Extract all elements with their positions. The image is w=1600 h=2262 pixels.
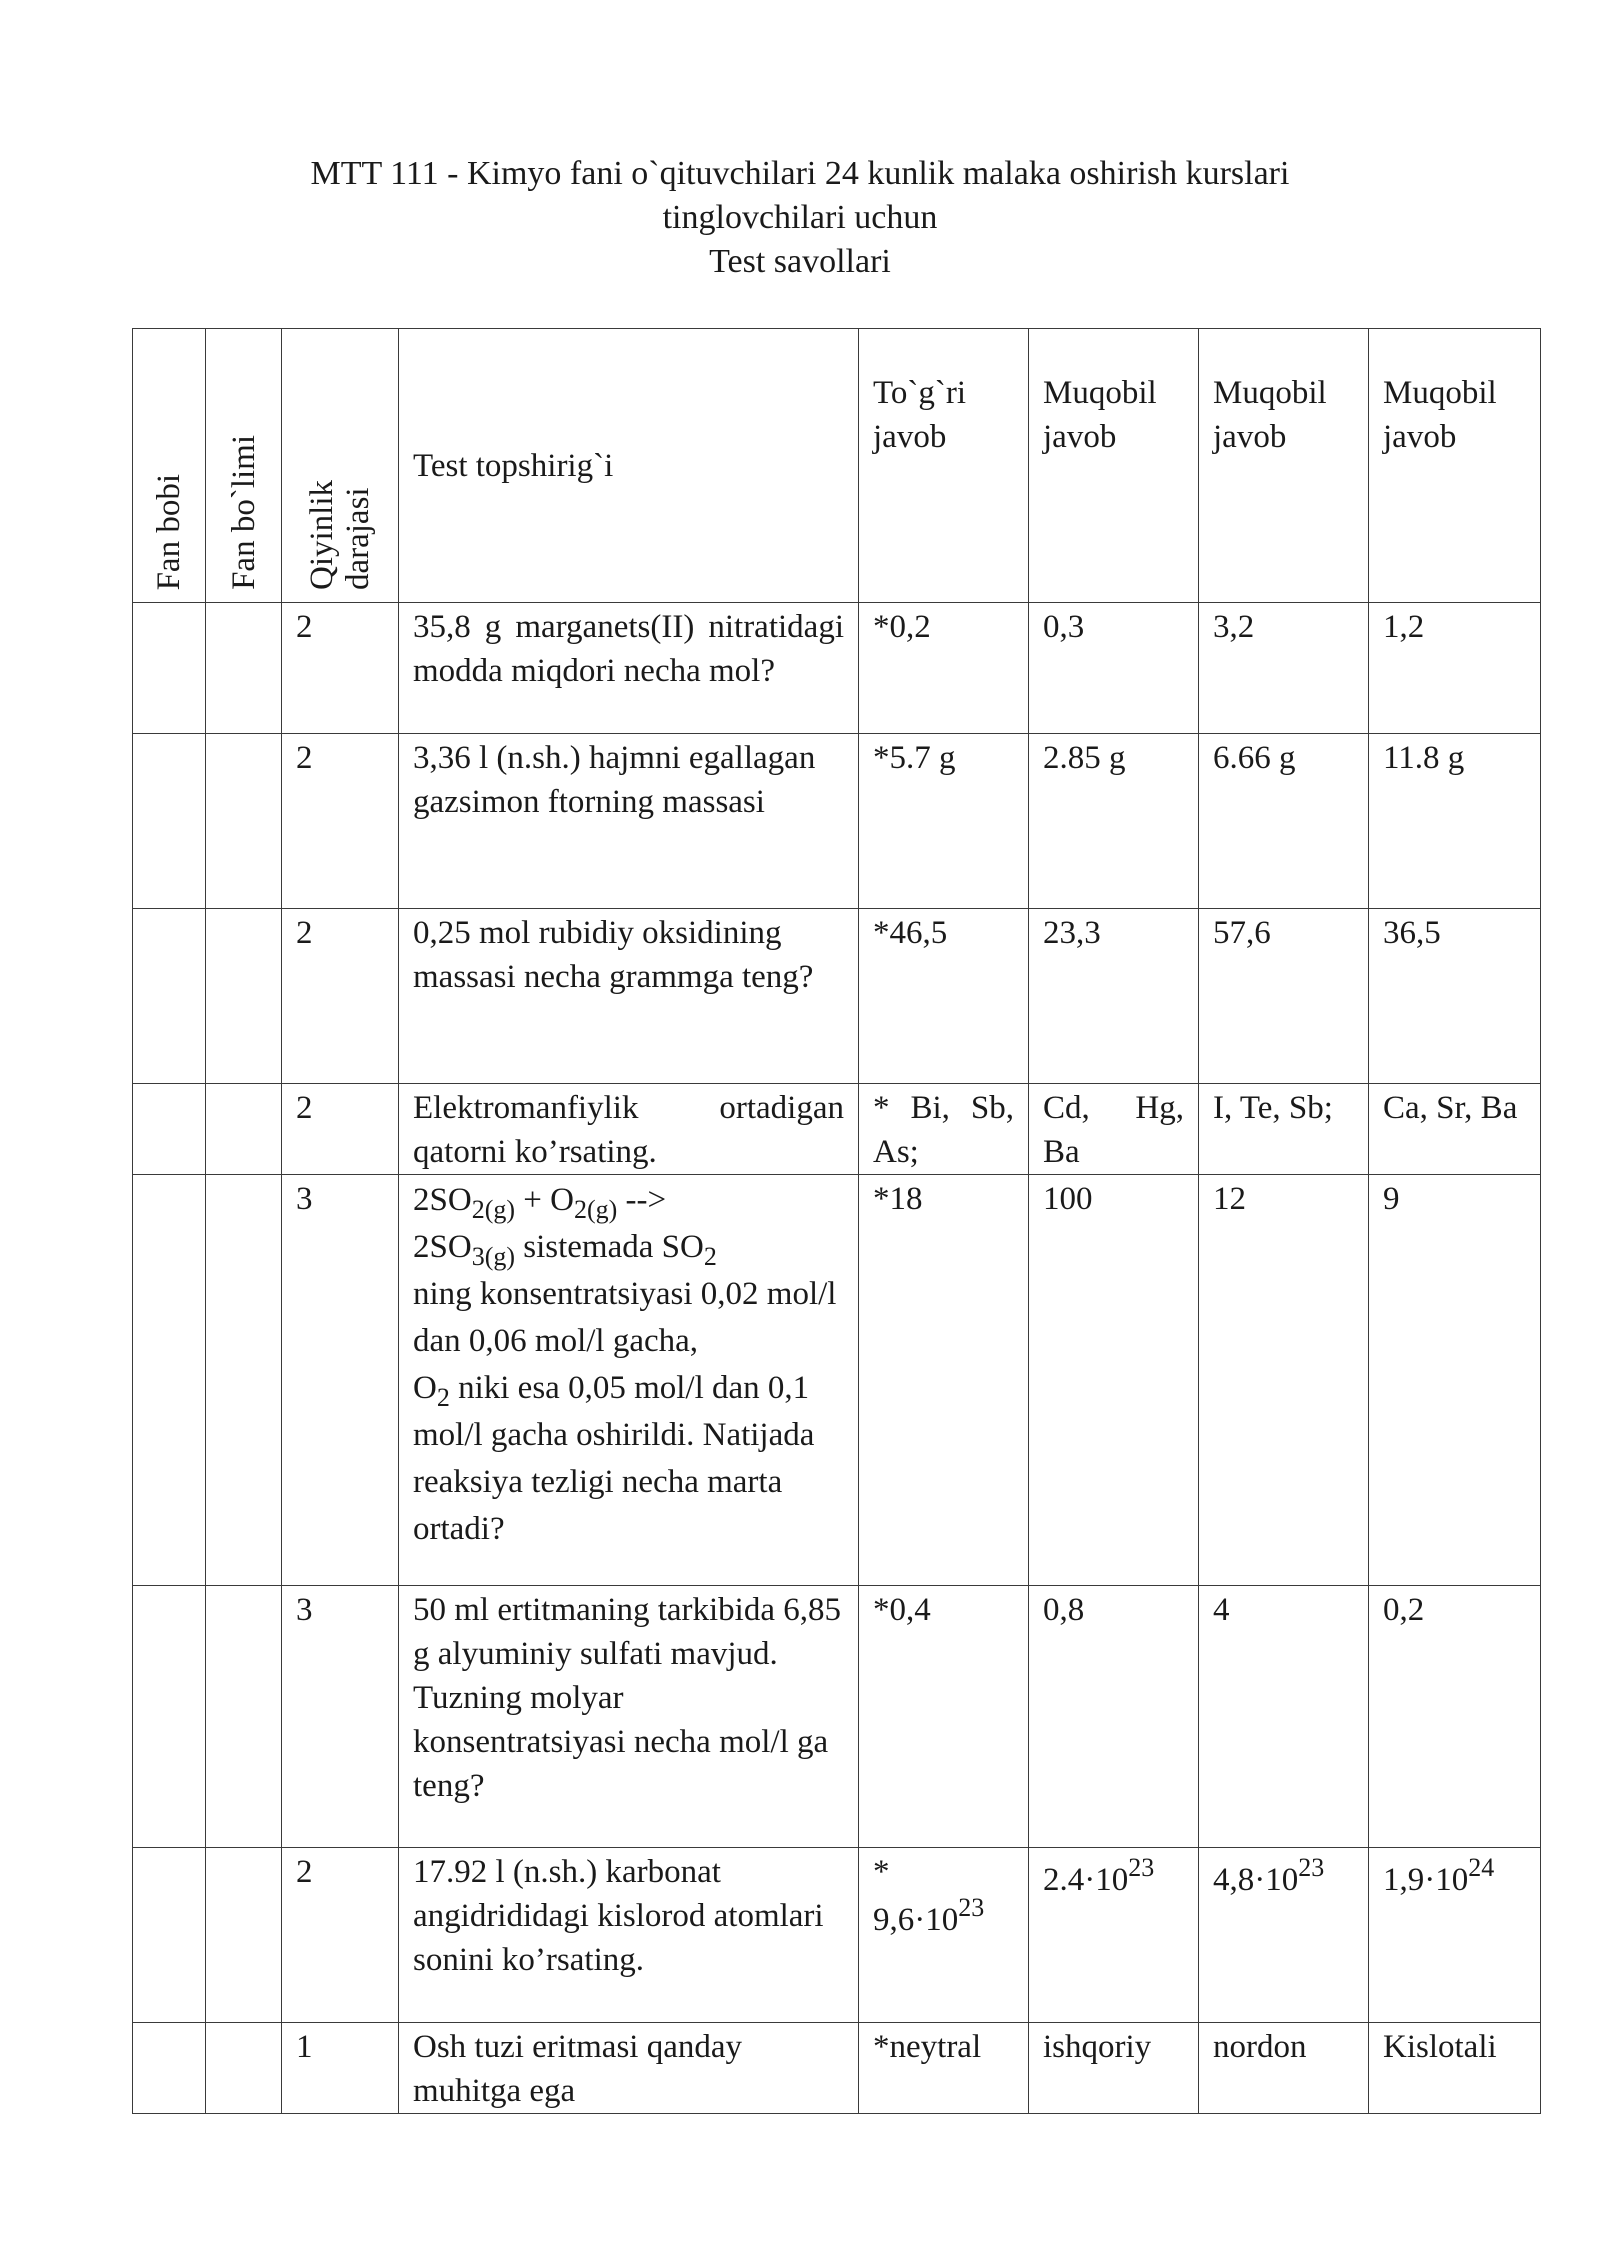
fan-bolimi-cell: [206, 1175, 282, 1586]
alternative-answer-cell: 0,2: [1369, 1586, 1541, 1848]
header-line-3: Test savollari: [709, 243, 891, 280]
table-row: [133, 1848, 1541, 2023]
level-cell: 2: [282, 909, 399, 1084]
alternative-answer-cell: 2.85 g: [1029, 734, 1199, 909]
alternative-answer-cell: ishqoriy: [1029, 2023, 1199, 2114]
header-line-1: MTT 111 - Kimyo fani o`qituvchilari 24 kunlik malaka oshirish kurslari: [310, 155, 1290, 192]
alternative-answer-cell: 12: [1199, 1175, 1369, 1586]
alternative-answer-cell: $4,8\cdot 10^{23}$: [1199, 1848, 1369, 2023]
correct-answer-cell: *5.7 g: [859, 734, 1029, 909]
column-header-qiyinlik-darajasi: Qiyinlik darajasi: [282, 329, 399, 603]
correct-answer-cell: *0,4: [859, 1586, 1029, 1848]
level-cell: 2: [282, 734, 399, 909]
header-line-2: tinglovchilari uchun: [662, 199, 938, 236]
column-header-fan-bobi: Fan bobi: [133, 329, 206, 603]
alternative-answer-cell: 1,2: [1369, 603, 1541, 734]
fan-bobi-cell: [133, 1084, 206, 1175]
question-cell: 35,8 g marganets(II) nitratidagi modda miqdori necha mol?: [399, 603, 859, 734]
fan-bolimi-cell: [206, 1848, 282, 2023]
fan-bobi-cell: [133, 2023, 206, 2114]
table-row: [133, 1084, 1541, 1175]
alternative-answer-cell: 0,3: [1029, 603, 1199, 734]
table-row: [133, 1586, 1541, 1848]
table-row: [133, 2023, 1541, 2114]
question-cell: 17.92 l (n.sh.) karbonat angidrididagi kislorod atomlari sonini ko’rsating.: [399, 1848, 859, 2023]
correct-answer-cell: * $9,6\cdot 10^{23}$: [859, 1848, 1029, 2023]
table-row: [133, 734, 1541, 909]
fan-bobi-cell: [133, 603, 206, 734]
table-row: [133, 909, 1541, 1084]
fan-bolimi-cell: [206, 734, 282, 909]
column-header-muqobil-javob-1: Muqobil javob: [1029, 329, 1199, 603]
column-header-test-topshirigi: Test topshirig`i: [399, 329, 859, 603]
question-cell: 50 ml ertitmaning tarkibida 6,85 g alyuminiy sulfati mavjud. Tuzning molyar konsentratsiyasi necha mol/l ga teng?: [399, 1586, 859, 1848]
correct-answer-cell: * Bi, Sb, As;: [859, 1084, 1029, 1175]
level-cell: 3: [282, 1586, 399, 1848]
column-header-togri-javob: To`g`ri javob: [859, 329, 1029, 603]
level-cell: 1: [282, 2023, 399, 2114]
alternative-answer-cell: Ca, Sr, Ba: [1369, 1084, 1541, 1175]
alternative-answer-cell: 4: [1199, 1586, 1369, 1848]
alternative-answer-cell: Cd, Hg, Ba: [1029, 1084, 1199, 1175]
level-cell: 3: [282, 1175, 399, 1586]
alternative-answer-cell: nordon: [1199, 2023, 1369, 2114]
fan-bolimi-cell: [206, 603, 282, 734]
question-cell: Osh tuzi eritmasi qanday muhitga ega: [399, 2023, 859, 2114]
table-header-row: [133, 329, 1541, 603]
alternative-answer-cell: 6.66 g: [1199, 734, 1369, 909]
alternative-answer-cell: 9: [1369, 1175, 1541, 1586]
question-cell: 0,25 mol rubidiy oksidining massasi necha grammga teng?: [399, 909, 859, 1084]
alternative-answer-cell: 0,8: [1029, 1586, 1199, 1848]
table-row: [133, 603, 1541, 734]
fan-bobi-cell: [133, 734, 206, 909]
alternative-answer-cell: 57,6: [1199, 909, 1369, 1084]
level-cell: 2: [282, 1848, 399, 2023]
question-cell: $2SO_{2(g)} + O_{2(g)}$ --> $2SO_{3(g)}$ sistemada $SO_2$ ning konsentratsiyasi 0,02 mol/l dan 0,06 mol/l gacha, $O_2$ niki esa 0,05 mol/l dan 0,1 mol/l gacha oshirildi. Natijada reaksiya tezligi necha marta ortadi?: [399, 1175, 859, 1586]
question-cell: 3,36 l (n.sh.) hajmni egallagan gazsimon ftorning massasi: [399, 734, 859, 909]
alternative-answer-cell: Kislotali: [1369, 2023, 1541, 2114]
fan-bobi-cell: [133, 1175, 206, 1586]
alternative-answer-cell: I, Te, Sb;: [1199, 1084, 1369, 1175]
correct-answer-cell: *46,5: [859, 909, 1029, 1084]
fan-bolimi-cell: [206, 1084, 282, 1175]
level-cell: 2: [282, 603, 399, 734]
question-cell: Elektromanfiylik ortadigan qatorni ko’rsating.: [399, 1084, 859, 1175]
alternative-answer-cell: 3,2: [1199, 603, 1369, 734]
fan-bobi-cell: [133, 1586, 206, 1848]
correct-answer-cell: *neytral: [859, 2023, 1029, 2114]
fan-bolimi-cell: [206, 1586, 282, 1848]
fan-bobi-cell: [133, 1848, 206, 2023]
alternative-answer-cell: 23,3: [1029, 909, 1199, 1084]
document-header: [0, 152, 1600, 284]
test-questions-table: [132, 328, 1541, 2114]
alternative-answer-cell: 36,5: [1369, 909, 1541, 1084]
correct-answer-cell: *18: [859, 1175, 1029, 1586]
fan-bolimi-cell: [206, 909, 282, 1084]
alternative-answer-cell: 100: [1029, 1175, 1199, 1586]
fan-bolimi-cell: [206, 2023, 282, 2114]
column-header-fan-bolimi: Fan bo`limi: [206, 329, 282, 603]
level-cell: 2: [282, 1084, 399, 1175]
fan-bobi-cell: [133, 909, 206, 1084]
alternative-answer-cell: 11.8 g: [1369, 734, 1541, 909]
alternative-answer-cell: $2.4\cdot 10^{23}$: [1029, 1848, 1199, 2023]
table-row: [133, 1175, 1541, 1586]
column-header-muqobil-javob-2: Muqobil javob: [1199, 329, 1369, 603]
correct-answer-cell: *0,2: [859, 603, 1029, 734]
column-header-muqobil-javob-3: Muqobil javob: [1369, 329, 1541, 603]
alternative-answer-cell: $1,9\cdot 10^{24}$: [1369, 1848, 1541, 2023]
